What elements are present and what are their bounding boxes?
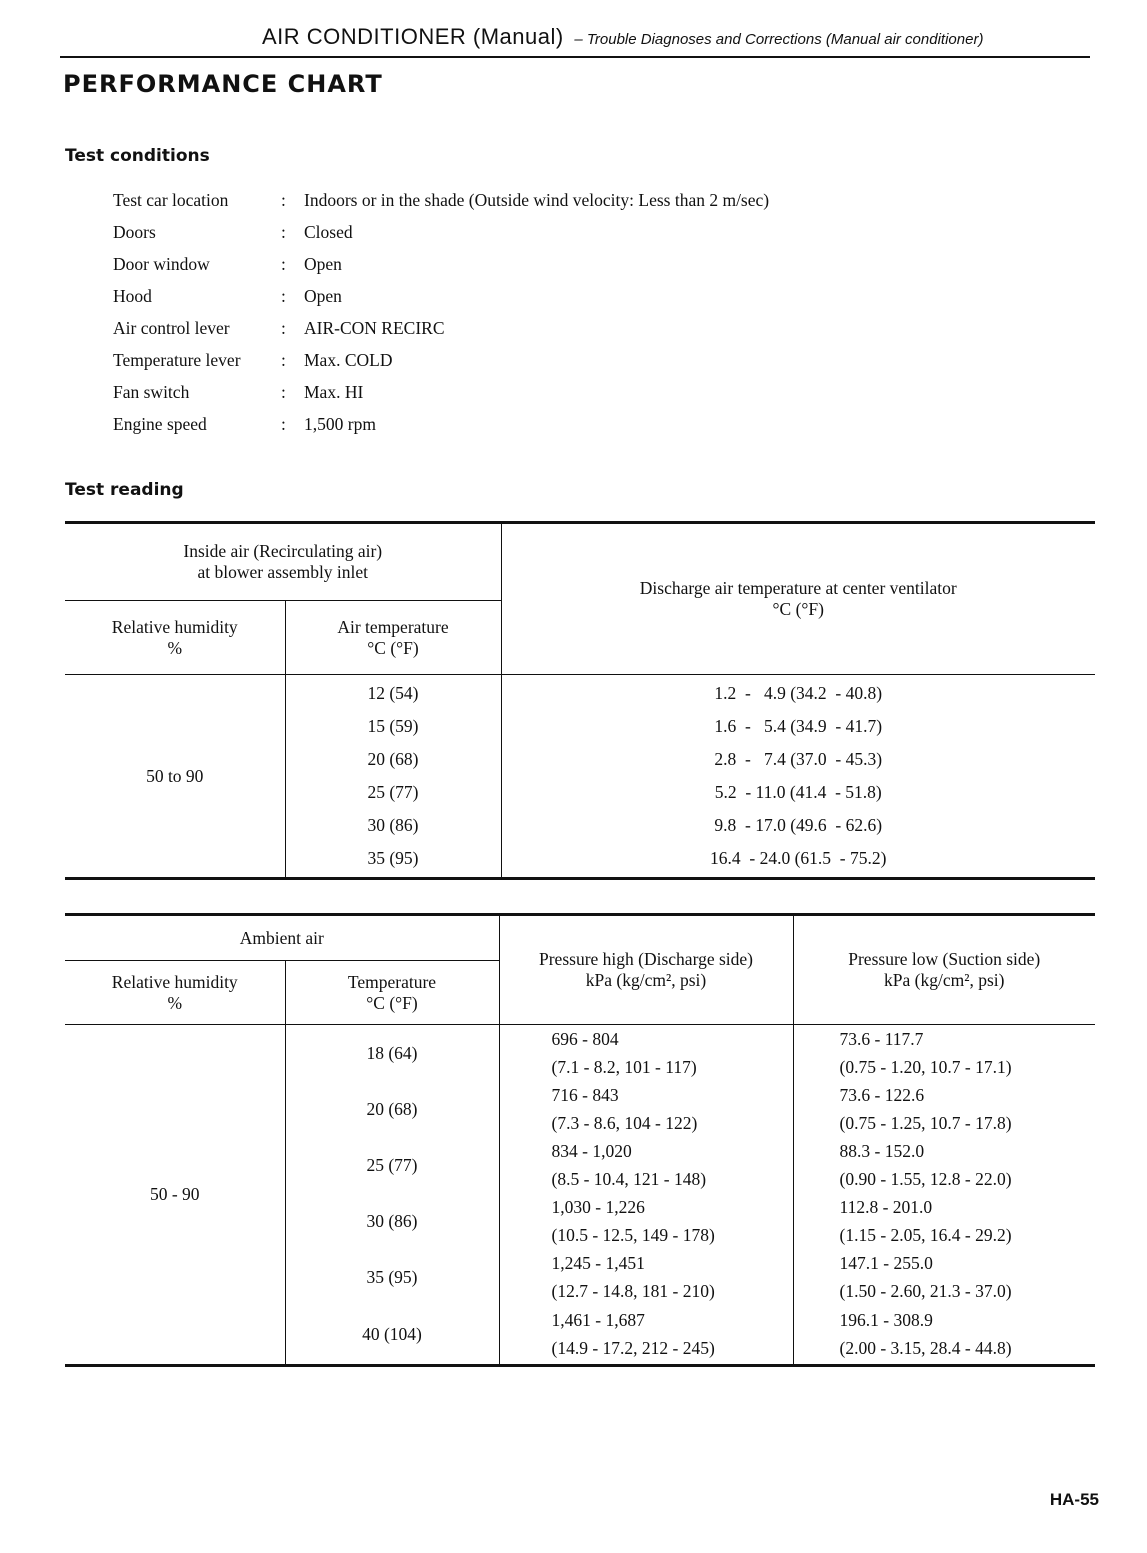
test-reading-heading: Test reading xyxy=(65,480,184,500)
condition-value: Open xyxy=(304,286,342,306)
air-temperature-header-unit: °C (°F) xyxy=(367,637,419,658)
air-temperature-header-label: Air temperature xyxy=(337,616,449,637)
pressure-low-kpa: 73.6 - 122.6 xyxy=(839,1085,925,1105)
condition-colon: : xyxy=(281,286,286,306)
condition-colon: : xyxy=(281,414,286,434)
humidity-header-unit: % xyxy=(167,637,183,658)
pressure-low-kpa: 88.3 - 152.0 xyxy=(839,1141,925,1161)
condition-value: Open xyxy=(304,254,342,274)
condition-label: Engine speed xyxy=(113,414,207,434)
pressure-high-kpa: 716 - 843 xyxy=(551,1085,619,1105)
page-number: HA-55 xyxy=(1049,1490,1099,1509)
test-conditions-heading: Test conditions xyxy=(65,146,210,166)
header-title xyxy=(262,24,983,50)
condition-label: Door window xyxy=(113,254,210,274)
pressure-low-kpa: 112.8 - 201.0 xyxy=(839,1197,933,1217)
pressure-low-cell xyxy=(793,1081,1095,1137)
pressure-high-cell xyxy=(499,1193,793,1249)
pressure-high-kpa: 1,245 - 1,451 xyxy=(551,1253,645,1273)
condition-value: Closed xyxy=(304,222,353,242)
temperature-cell: 25 (77) xyxy=(285,1137,499,1193)
condition-value: Max. COLD xyxy=(304,350,393,370)
pressure-high-cell xyxy=(499,1081,793,1137)
pressure-low-header-unit: kPa (kg/cm², psi) xyxy=(884,970,1005,990)
table-body-row xyxy=(65,675,1095,879)
inside-air-header xyxy=(65,523,501,601)
pressure-high-cell xyxy=(499,1025,793,1082)
header-main-text: AIR CONDITIONER (Manual) xyxy=(262,24,564,49)
temperature-cell: 35 (95) xyxy=(285,1249,499,1305)
condition-label: Temperature lever xyxy=(113,350,241,370)
discharge-temperature-table xyxy=(65,521,1095,880)
air-temperature-value: 35 (95) xyxy=(367,848,419,868)
page-title: PERFORMANCE CHART xyxy=(63,70,383,98)
ambient-air-header: Ambient air xyxy=(65,915,499,961)
air-temperature-value: 30 (86) xyxy=(367,815,419,835)
pressure-low-cell xyxy=(793,1137,1095,1193)
condition-label: Test car location xyxy=(113,190,229,210)
discharge-temperature-value: 1.6 - 5.4 (34.9 - 41.7) xyxy=(714,716,883,736)
pressure-low-cell xyxy=(793,1305,1095,1365)
pressure-high-units: (7.1 - 8.2, 101 - 117) xyxy=(551,1057,697,1077)
discharge-temperature-value: 5.2 - 11.0 (41.4 - 51.8) xyxy=(714,782,882,802)
pressure-low-kpa: 196.1 - 308.9 xyxy=(839,1310,933,1331)
pressure-high-kpa: 696 - 804 xyxy=(551,1029,619,1049)
condition-label: Hood xyxy=(113,286,152,306)
condition-value: 1,500 rpm xyxy=(304,414,376,434)
humidity-cell: 50 to 90 xyxy=(146,765,204,786)
header-subtitle: – Trouble Diagnoses and Corrections (Manual air conditioner) xyxy=(574,31,984,48)
pressure-low-cell xyxy=(793,1193,1095,1249)
pressure-high-header-unit: kPa (kg/cm², psi) xyxy=(585,970,707,990)
pressure-high-units: (10.5 - 12.5, 149 - 178) xyxy=(551,1225,715,1245)
pressure-low-cell xyxy=(793,1249,1095,1305)
pressure-high-units: (12.7 - 14.8, 181 - 210) xyxy=(551,1281,715,1301)
pressure-low-header-label: Pressure low (Suction side) xyxy=(848,949,1041,969)
humidity-header-unit: % xyxy=(167,992,183,1013)
page-header xyxy=(60,22,1090,58)
table-header-row xyxy=(65,523,1095,601)
pressure-low-units: (1.15 - 2.05, 16.4 - 29.2) xyxy=(839,1225,1012,1245)
pressure-low-cell xyxy=(793,1025,1095,1082)
condition-colon: : xyxy=(281,350,286,370)
pressure-high-units: (8.5 - 10.4, 121 - 148) xyxy=(551,1169,707,1189)
humidity-header-label: Relative humidity xyxy=(111,616,238,637)
pressure-low-kpa: 147.1 - 255.0 xyxy=(839,1253,933,1273)
discharge-temperature-value: 2.8 - 7.4 (37.0 - 45.3) xyxy=(714,749,883,769)
pressure-low-units: (0.90 - 1.55, 12.8 - 22.0) xyxy=(839,1169,1012,1189)
pressure-low-units: (2.00 - 3.15, 28.4 - 44.8) xyxy=(839,1338,1012,1359)
pressure-high-cell xyxy=(499,1249,793,1305)
pressure-high-units: (14.9 - 17.2, 212 - 245) xyxy=(551,1338,715,1359)
air-temperature-header xyxy=(285,601,501,675)
table-header-row xyxy=(65,915,1095,961)
air-temperature-value: 25 (77) xyxy=(367,782,419,802)
pressure-high-kpa: 1,461 - 1,687 xyxy=(551,1310,645,1331)
discharge-temperature-value: 16.4 - 24.0 (61.5 - 75.2) xyxy=(710,848,887,868)
inside-air-header-line2: at blower assembly inlet xyxy=(197,562,369,582)
discharge-header-unit: °C (°F) xyxy=(772,599,824,619)
pressure-high-cell xyxy=(499,1137,793,1193)
temperature-cell: 30 (86) xyxy=(285,1193,499,1249)
discharge-header-label: Discharge air temperature at center ventilator xyxy=(639,578,957,598)
condition-value: Max. HI xyxy=(304,382,364,402)
pressure-high-header xyxy=(499,915,793,1025)
pressure-low-units: (0.75 - 1.20, 10.7 - 17.1) xyxy=(839,1057,1012,1077)
condition-label: Fan switch xyxy=(113,382,190,402)
condition-label: Air control lever xyxy=(113,318,230,338)
pressure-high-cell xyxy=(499,1305,793,1365)
condition-label: Doors xyxy=(113,222,156,242)
pressure-low-header xyxy=(793,915,1095,1025)
air-temperature-value: 12 (54) xyxy=(367,683,419,703)
pressure-low-units: (0.75 - 1.25, 10.7 - 17.8) xyxy=(839,1113,1012,1133)
temperature-cell: 18 (64) xyxy=(285,1025,499,1082)
humidity-header xyxy=(65,601,285,675)
air-temperature-value: 20 (68) xyxy=(367,749,419,769)
temperature-header xyxy=(285,961,499,1025)
table-row xyxy=(65,1025,1095,1082)
air-temperature-cell xyxy=(285,675,501,879)
condition-value: AIR-CON RECIRC xyxy=(304,318,445,338)
pressure-high-kpa: 834 - 1,020 xyxy=(551,1141,632,1161)
temperature-header-unit: °C (°F) xyxy=(366,992,418,1013)
condition-colon: : xyxy=(281,382,286,402)
pressure-low-units: (1.50 - 2.60, 21.3 - 37.0) xyxy=(839,1281,1012,1301)
humidity-cell: 50 - 90 xyxy=(149,1183,200,1204)
discharge-header xyxy=(501,523,1095,675)
pressure-high-header-label: Pressure high (Discharge side) xyxy=(539,949,753,969)
condition-colon: : xyxy=(281,254,286,274)
temperature-cell: 40 (104) xyxy=(285,1305,499,1365)
pressure-table xyxy=(65,913,1095,1367)
condition-value: Indoors or in the shade (Outside wind velocity: Less than 2 m/sec) xyxy=(304,190,770,210)
pressure-low-kpa: 73.6 - 117.7 xyxy=(839,1029,924,1049)
inside-air-header-line1: Inside air (Recirculating air) xyxy=(183,541,383,561)
temperature-header-label: Temperature xyxy=(347,971,437,992)
discharge-temperature-value: 1.2 - 4.9 (34.2 - 40.8) xyxy=(714,683,883,703)
condition-colon: : xyxy=(281,222,286,242)
humidity-header xyxy=(65,961,285,1025)
condition-colon: : xyxy=(281,318,286,338)
humidity-header-label: Relative humidity xyxy=(111,971,238,992)
pressure-high-kpa: 1,030 - 1,226 xyxy=(551,1197,645,1217)
discharge-temperature-value: 9.8 - 17.0 (49.6 - 62.6) xyxy=(714,815,883,835)
discharge-temperature-cell xyxy=(501,675,1095,879)
pressure-high-units: (7.3 - 8.6, 104 - 122) xyxy=(551,1113,698,1133)
condition-colon: : xyxy=(281,190,286,210)
air-temperature-value: 15 (59) xyxy=(367,716,419,736)
temperature-cell: 20 (68) xyxy=(285,1081,499,1137)
